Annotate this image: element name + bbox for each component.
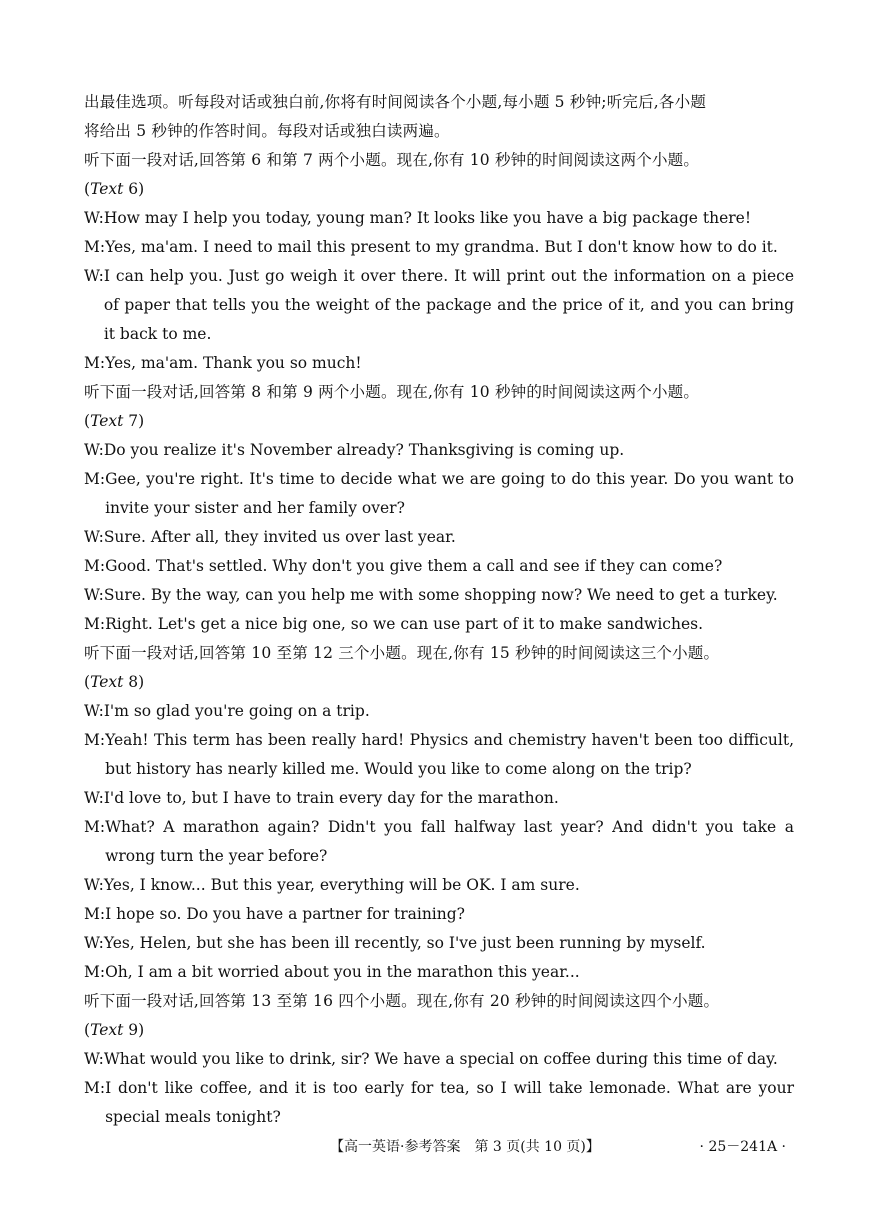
speaker-label: M: — [84, 615, 106, 633]
speaker-label: M: — [84, 963, 106, 981]
dialogue-turn — [84, 1045, 794, 1074]
instruction-text: 听下面一段对话,回答第 6 和第 7 两个小题。现在,你有 10 秒钟的时间阅读这两个小题。 — [84, 151, 700, 169]
dialogue-text: How may I help you today, young man? It looks like you have a big package there! — [103, 209, 752, 227]
footer-doc-code: · 25－241A · — [699, 1139, 786, 1155]
dialogue-text: Yes, I know... But this year, everything will be OK. I am sure. — [103, 876, 580, 894]
dialogue-turn — [84, 726, 794, 784]
dialogue-turn — [84, 465, 794, 523]
section-heading — [84, 175, 794, 204]
dialogue-turn — [84, 233, 794, 262]
speaker-label: M: — [84, 731, 106, 749]
heading-label: Text — [90, 180, 124, 198]
heading-open-paren: ( — [84, 673, 91, 691]
heading-label: Text — [90, 673, 124, 691]
dialogue-turn — [84, 436, 794, 465]
speaker-label: W: — [84, 1050, 104, 1068]
dialogue-text: What? A marathon again? Didn't you fall halfway last year? And didn't you take a wrong turn the year before? — [105, 818, 794, 865]
heading-number: 7 — [123, 412, 139, 430]
speaker-label: W: — [84, 876, 104, 894]
dialogue-text: I'm so glad you're going on a trip. — [103, 702, 370, 720]
dialogue-turn — [84, 871, 794, 900]
dialogue-turn — [84, 552, 794, 581]
heading-close-paren: ) — [138, 673, 145, 691]
page-footer — [0, 1135, 870, 1159]
heading-number: 8 — [123, 673, 139, 691]
dialogue-turn — [84, 610, 794, 639]
dialogue-turn — [84, 784, 794, 813]
heading-open-paren: ( — [84, 412, 91, 430]
dialogue-text: I'd love to, but I have to train every day for the marathon. — [103, 789, 559, 807]
dialogue-text: I don't like coffee, and it is too early for tea, so I will take lemonade. What are your special meals tonight? — [105, 1079, 794, 1126]
instruction-text: 听下面一段对话,回答第 13 至第 16 四个小题。现在,你有 20 秒钟的时间阅读这四个小题。 — [84, 992, 720, 1010]
footer-page-info: 【高一英语·参考答案 第 3 页(共 10 页)】 — [330, 1139, 600, 1155]
dialogue-turn — [84, 697, 794, 726]
dialogue-turn — [84, 929, 794, 958]
dialogue-turn — [84, 349, 794, 378]
speaker-label: M: — [84, 818, 106, 836]
speaker-label: M: — [84, 557, 106, 575]
dialogue-text: What would you like to drink, sir? We have a special on coffee during this time of day. — [103, 1050, 778, 1068]
dialogue-text: Oh, I am a bit worried about you in the marathon this year... — [105, 963, 580, 981]
section-heading — [84, 668, 794, 697]
section-heading — [84, 1016, 794, 1045]
speaker-label: W: — [84, 267, 104, 285]
dialogue-text: Yes, Helen, but she has been ill recently, so I've just been running by myself. — [103, 934, 706, 952]
heading-number: 9 — [123, 1021, 139, 1039]
dialogue-text: Do you realize it's November already? Thanksgiving is coming up. — [103, 441, 625, 459]
dialogue-turn — [84, 581, 794, 610]
dialogue-text: Good. That's settled. Why don't you give them a call and see if they can come? — [105, 557, 723, 575]
dialogue-turn — [84, 204, 794, 233]
speaker-label: W: — [84, 702, 104, 720]
dialogue-text: Yes, ma'am. I need to mail this present to my grandma. But I don't know how to do it. — [105, 238, 778, 256]
speaker-label: W: — [84, 528, 104, 546]
dialogue-text: Gee, you're right. It's time to decide what we are going to do this year. Do you want to invite your sister and her family over? — [105, 470, 794, 517]
dialogue-text: Sure. By the way, can you help me with some shopping now? We need to get a turkey. — [103, 586, 778, 604]
dialogue-text: Sure. After all, they invited us over last year. — [103, 528, 456, 546]
speaker-label: W: — [84, 789, 104, 807]
heading-close-paren: ) — [138, 180, 145, 198]
speaker-label: W: — [84, 441, 104, 459]
dialogue-text: I can help you. Just go weigh it over there. It will print out the information on a piece of paper that tells you the weight of the package and the price of it, and you can bring it back to me. — [103, 267, 794, 343]
instruction-text: 听下面一段对话,回答第 8 和第 9 两个小题。现在,你有 10 秒钟的时间阅读这两个小题。 — [84, 383, 700, 401]
speaker-label: M: — [84, 1079, 106, 1097]
dialogue-turn — [84, 523, 794, 552]
instruction-text: 出最佳选项。听每段对话或独白前,你将有时间阅读各个小题,每小题 5 秒钟;听完后,各小题 — [84, 93, 707, 111]
dialogue-text: Yes, ma'am. Thank you so much! — [105, 354, 362, 372]
heading-label: Text — [90, 1021, 124, 1039]
heading-close-paren: ) — [138, 1021, 145, 1039]
speaker-label: M: — [84, 470, 106, 488]
speaker-label: W: — [84, 934, 104, 952]
speaker-label: M: — [84, 905, 106, 923]
heading-number: 6 — [123, 180, 139, 198]
dialogue-text: I hope so. Do you have a partner for training? — [105, 905, 465, 923]
section-heading — [84, 407, 794, 436]
dialogue-text: Right. Let's get a nice big one, so we can use part of it to make sandwiches. — [105, 615, 704, 633]
speaker-label: W: — [84, 209, 104, 227]
instruction-text: 听下面一段对话,回答第 10 至第 12 三个小题。现在,你有 15 秒钟的时间阅读这三个小题。 — [84, 644, 720, 662]
speaker-label: M: — [84, 354, 106, 372]
dialogue-turn — [84, 262, 794, 349]
heading-open-paren: ( — [84, 1021, 91, 1039]
dialogue-turn — [84, 813, 794, 871]
dialogue-turn — [84, 958, 794, 987]
heading-open-paren: ( — [84, 180, 91, 198]
speaker-label: M: — [84, 238, 106, 256]
answer-key-content — [84, 88, 794, 1132]
instruction-text: 将给出 5 秒钟的作答时间。每段对话或独白读两遍。 — [84, 122, 450, 140]
dialogue-text: Yeah! This term has been really hard! Physics and chemistry haven't been too difficult, but history has nearly killed me. Would you like to come along on the trip? — [105, 731, 794, 778]
speaker-label: W: — [84, 586, 104, 604]
dialogue-turn — [84, 900, 794, 929]
heading-label: Text — [90, 412, 124, 430]
dialogue-turn — [84, 1074, 794, 1132]
heading-close-paren: ) — [138, 412, 145, 430]
